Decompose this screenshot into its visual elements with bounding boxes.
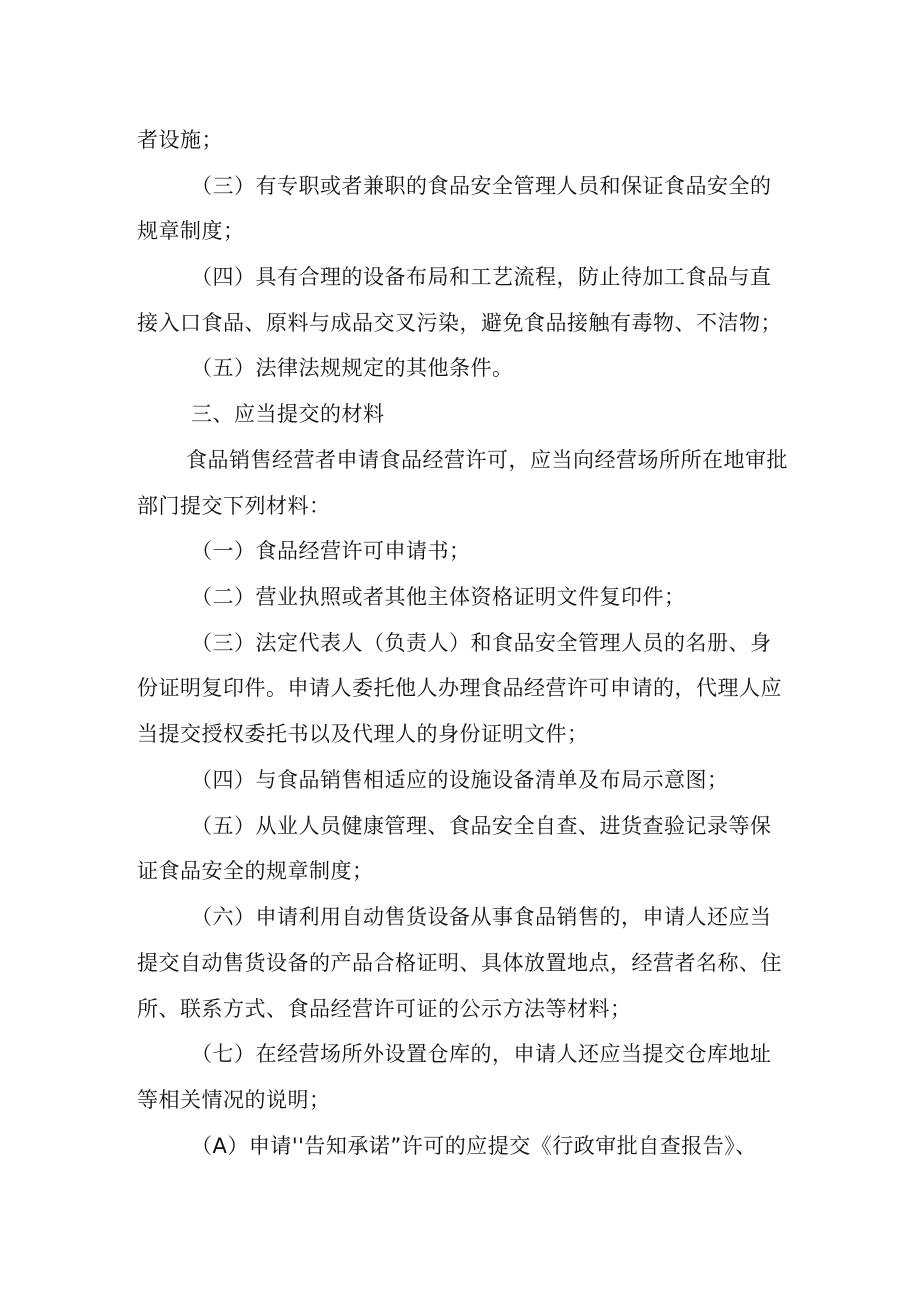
text-line: （一）食品经营许可申请书； — [191, 539, 471, 563]
text-line: 者设施； — [137, 128, 223, 152]
text-line: 接入口食品、原料与成品交叉污染，避免食品接触有毒物、不洁物； — [137, 311, 782, 335]
text-line: （七）在经营场所外设置仓库的，申请人还应当提交仓库地址 — [191, 1042, 772, 1066]
text-line: （A）申请''告知承诺”许可的应提交《行政审批自查报告》、 — [191, 1134, 757, 1158]
text-line: 提交自动售货设备的产品合格证明、具体放置地点，经营者名称、住 — [137, 951, 782, 975]
text-line: 证食品安全的规章制度； — [137, 859, 374, 883]
text-line: （四）具有合理的设备布局和工艺流程，防止待加工食品与直 — [191, 265, 772, 289]
text-line: （四）与食品销售相适应的设施设备清单及布局示意图； — [191, 768, 729, 792]
text-line: 所、联系方式、食品经营许可证的公示方法等材料； — [137, 997, 632, 1021]
text-line: 部门提交下列材料： — [137, 494, 331, 518]
text-line: 当提交授权委托书以及代理人的身份证明文件； — [137, 722, 589, 746]
section-heading: 三、应当提交的材料 — [191, 402, 385, 426]
text-line: （五）从业人员健康管理、食品安全自查、进货查验记录等保 — [191, 814, 772, 838]
text-line: （五）法律法规规定的其他条件。 — [191, 356, 514, 380]
text-line: （六）申请利用自动售货设备从事食品销售的，申请人还应当 — [191, 905, 772, 929]
text-line: 份证明复印件。申请人委托他人办理食品经营许可申请的，代理人应 — [137, 676, 782, 700]
text-line: 食品销售经营者申请食品经营许可，应当向经营场所所在地审批 — [186, 448, 788, 472]
text-line: 等相关情况的说明； — [137, 1088, 331, 1112]
text-line: （三）法定代表人（负责人）和食品安全管理人员的名册、身 — [191, 631, 772, 655]
text-line: （三）有专职或者兼职的食品安全管理人员和保证食品安全的 — [191, 174, 772, 198]
text-line: 规章制度； — [137, 219, 245, 243]
text-line: （二）营业执照或者其他主体资格证明文件复印件； — [191, 585, 686, 609]
